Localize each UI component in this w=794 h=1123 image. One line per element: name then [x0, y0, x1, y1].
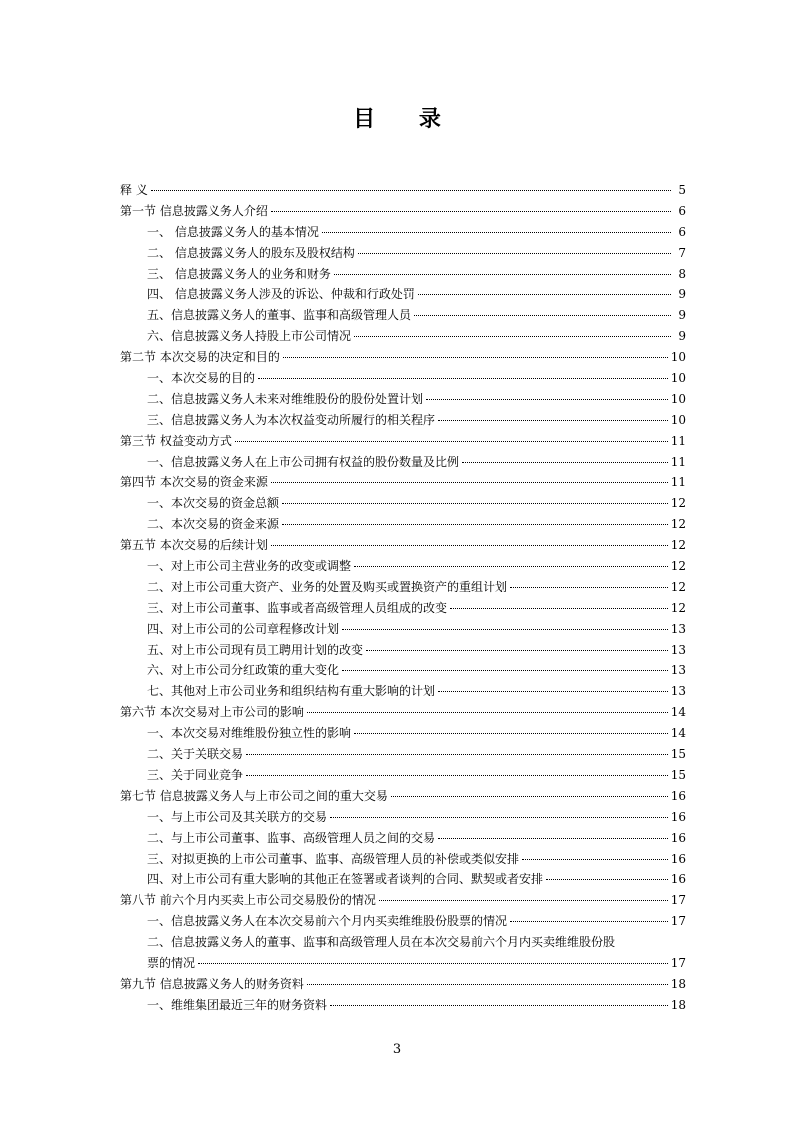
toc-subsection-entry[interactable]	[120, 619, 686, 640]
dot-leader	[414, 314, 671, 316]
toc-entry-page: 17	[670, 893, 686, 908]
toc-entry-label: 第五节 本次交易的后续计划	[120, 538, 268, 553]
toc-subsection-entry[interactable]	[120, 681, 686, 702]
toc-entry-page: 9	[678, 308, 686, 323]
toc-entry-page: 12	[670, 517, 686, 532]
dot-leader	[151, 189, 671, 191]
toc-subsection-entry[interactable]	[120, 493, 686, 514]
dot-leader	[307, 711, 668, 713]
toc-entry-page: 9	[678, 329, 686, 344]
dot-leader	[426, 398, 668, 400]
toc-entry-label: 二、对上市公司重大资产、业务的处置及购买或置换资产的重组计划	[147, 579, 508, 594]
toc-section-entry[interactable]	[120, 535, 686, 556]
toc-entry-label: 释 义	[120, 183, 148, 197]
toc-entry-label: 第九节 信息披露义务人的财务资料	[120, 976, 304, 991]
dot-leader	[354, 565, 668, 567]
toc-entry-page: 12	[670, 600, 686, 615]
toc-entry-label: 一、维维集团最近三年的财务资料	[147, 997, 328, 1012]
toc-section-entry[interactable]	[120, 347, 686, 368]
toc-entry-label: 一、本次交易的目的	[147, 371, 256, 386]
toc-entry-label: 二、信息披露义务人未来对维维股份的股份处置计划	[147, 391, 424, 406]
toc-entry-page: 11	[670, 433, 686, 448]
toc-entry-label: 三、对上市公司董事、监事或者高级管理人员组成的改变	[147, 600, 448, 615]
toc-entry-label: 一、本次交易的资金总额	[147, 496, 280, 511]
toc-entry-page: 13	[670, 621, 686, 636]
page-number: 3	[392, 1042, 402, 1057]
dot-leader	[510, 920, 668, 922]
toc-entry-label: 第二节 本次交易的决定和目的	[120, 350, 280, 365]
toc-entry-page: 10	[670, 371, 686, 386]
dot-leader	[438, 419, 668, 421]
toc-entry-label: 一、与上市公司及其关联方的交易	[147, 809, 328, 824]
toc-entry-page: 14	[670, 726, 686, 741]
toc-subsection-entry[interactable]	[120, 828, 686, 849]
dot-leader	[271, 481, 668, 483]
toc-entry-label: 第八节 前六个月内买卖上市公司交易股份的情况	[120, 893, 376, 908]
dot-leader	[418, 293, 671, 295]
toc-subsection-entry[interactable]	[120, 410, 686, 431]
toc-entry-page: 9	[678, 287, 686, 302]
toc-entry-page: 12	[670, 579, 686, 594]
dot-leader	[271, 544, 668, 546]
toc-subsection-entry[interactable]	[120, 243, 686, 264]
toc-section-entry[interactable]	[120, 974, 686, 995]
toc-entry-label: 五、信息披露义务人的董事、监事和高级管理人员	[147, 308, 412, 323]
dot-leader	[358, 252, 671, 254]
toc-subsection-entry[interactable]	[120, 953, 686, 974]
dot-leader	[246, 753, 668, 755]
toc-entry-page: 14	[670, 705, 686, 720]
toc-entry-label: 二、信息披露义务人的董事、监事和高级管理人员在本次交易前六个月内买卖维维股份股	[147, 935, 616, 950]
toc-entry-page: 12	[670, 559, 686, 574]
toc-entry-label: 三、信息披露义务人为本次权益变动所履行的相关程序	[147, 412, 436, 427]
toc-entry-label: 四、对上市公司有重大影响的其他正在签署或者谈判的合同、默契或者安排	[147, 872, 544, 887]
toc-subsection-entry[interactable]	[120, 849, 686, 870]
toc-entry-label: 一、本次交易对维维股份独立性的影响	[147, 726, 352, 741]
dot-leader	[522, 858, 668, 860]
toc-entry-label: 第四节 本次交易的资金来源	[120, 475, 268, 490]
toc-entry-label: 四、 信息披露义务人涉及的诉讼、仲裁和行政处罚	[147, 287, 415, 302]
toc-subsection-entry[interactable]	[120, 660, 686, 681]
dot-leader	[366, 649, 668, 651]
toc-entry-page: 16	[670, 851, 686, 866]
toc-entry-label: 一、信息披露义务人在本次交易前六个月内买卖维维股份股票的情况	[147, 914, 508, 929]
toc-entry-label: 七、其他对上市公司业务和组织结构有重大影响的计划	[147, 684, 436, 699]
dot-leader	[271, 210, 671, 212]
toc-subsection-entry[interactable]	[120, 744, 686, 765]
toc-entry-label: 五、对上市公司现有员工聘用计划的改变	[147, 642, 364, 657]
toc-entry-page: 18	[670, 997, 686, 1012]
dot-leader	[246, 774, 668, 776]
toc-subsection-entry[interactable]	[120, 389, 686, 410]
toc-subsection-entry[interactable]	[120, 556, 686, 577]
toc-entry-page: 7	[678, 245, 686, 260]
toc-section-entry[interactable]	[120, 702, 686, 723]
toc-entry-page: 17	[670, 955, 686, 970]
toc-subsection-entry[interactable]	[120, 598, 686, 619]
toc-entry-label: 三、关于同业竞争	[147, 767, 244, 782]
dot-leader	[462, 461, 668, 463]
toc-subsection-entry[interactable]	[120, 326, 686, 347]
toc-entry-label: 四、对上市公司的公司章程修改计划	[147, 621, 340, 636]
toc-entry-label: 第一节 信息披露义务人介绍	[120, 203, 268, 218]
dot-leader	[510, 586, 668, 588]
toc-entry-label: 一、 信息披露义务人的基本情况	[147, 224, 319, 239]
dot-leader	[282, 502, 668, 504]
toc-subsection-entry[interactable]	[120, 284, 686, 305]
dot-leader	[235, 440, 668, 442]
toc-section-entry[interactable]	[120, 472, 686, 493]
dot-leader	[330, 816, 668, 818]
dot-leader	[258, 377, 668, 379]
toc-subsection-entry[interactable]	[120, 995, 686, 1016]
toc-entry-label: 第七节 信息披露义务人与上市公司之间的重大交易	[120, 788, 388, 803]
toc-subsection-entry[interactable]	[120, 264, 686, 285]
dot-leader	[198, 962, 668, 964]
toc-section-entry[interactable]	[120, 201, 686, 222]
toc-subsection-entry[interactable]	[120, 765, 686, 786]
toc-entry-label: 三、对拟更换的上市公司董事、监事、高级管理人员的补偿或类似安排	[147, 851, 520, 866]
toc-entry-page: 16	[670, 809, 686, 824]
toc-entry-page: 5	[678, 183, 686, 197]
toc-subsection-entry[interactable]	[120, 368, 686, 389]
toc-subsection-entry[interactable]	[120, 577, 686, 598]
toc-subsection-entry[interactable]	[120, 640, 686, 661]
table-of-contents	[120, 180, 686, 1016]
toc-entry-label: 二、与上市公司董事、监事、高级管理人员之间的交易	[147, 830, 436, 845]
toc-entry-page: 16	[670, 788, 686, 803]
toc-entry-label: 第六节 本次交易对上市公司的影响	[120, 705, 304, 720]
dot-leader	[354, 335, 671, 337]
toc-entry-page: 17	[670, 914, 686, 929]
dot-leader	[438, 837, 668, 839]
toc-entry-page: 10	[670, 412, 686, 427]
dot-leader	[342, 669, 668, 671]
dot-leader	[379, 899, 668, 901]
toc-entry-page: 16	[670, 872, 686, 887]
toc-entry-label: 二、关于关联交易	[147, 747, 244, 762]
dot-leader	[391, 795, 668, 797]
toc-section-entry[interactable]	[120, 786, 686, 807]
toc-subsection-entry[interactable]	[120, 932, 686, 953]
toc-subsection-entry[interactable]	[120, 869, 686, 890]
toc-entry-label: 一、对上市公司主营业务的改变或调整	[147, 559, 352, 574]
toc-entry-label: 三、 信息披露义务人的业务和财务	[147, 266, 331, 281]
toc-entry-page: 13	[670, 663, 686, 678]
toc-subsection-entry[interactable]	[120, 514, 686, 535]
toc-entry-page: 15	[670, 747, 686, 762]
toc-entry-page: 13	[670, 684, 686, 699]
toc-entry-page: 11	[670, 475, 686, 490]
toc-entry-label: 六、对上市公司分红政策的重大变化	[147, 663, 340, 678]
toc-title: 目 录	[353, 106, 459, 132]
toc-entry-label: 二、 信息披露义务人的股东及股权结构	[147, 245, 355, 260]
toc-entry-page: 15	[670, 767, 686, 782]
toc-entry-page: 11	[670, 454, 686, 469]
toc-entry-page: 10	[670, 391, 686, 406]
toc-section-entry[interactable]	[120, 890, 686, 911]
toc-section-entry[interactable]	[120, 180, 686, 201]
dot-leader	[283, 356, 668, 358]
toc-section-entry[interactable]	[120, 431, 686, 452]
toc-entry-page: 8	[678, 266, 686, 281]
toc-subsection-entry[interactable]	[120, 807, 686, 828]
toc-entry-page: 12	[670, 538, 686, 553]
dot-leader	[307, 983, 668, 985]
toc-subsection-entry[interactable]	[120, 222, 686, 243]
toc-subsection-entry[interactable]	[120, 911, 686, 932]
dot-leader	[330, 1004, 668, 1006]
toc-entry-label: 一、信息披露义务人在上市公司拥有权益的股份数量及比例	[147, 454, 460, 469]
toc-entry-page: 16	[670, 830, 686, 845]
dot-leader	[450, 607, 668, 609]
dot-leader	[546, 878, 668, 880]
toc-entry-page: 13	[670, 642, 686, 657]
toc-entry-page: 6	[678, 224, 686, 239]
toc-entry-page: 12	[670, 496, 686, 511]
dot-leader	[322, 231, 671, 233]
dot-leader	[282, 523, 668, 525]
toc-entry-label: 六、信息披露义务人持股上市公司情况	[147, 329, 352, 344]
toc-entry-page: 6	[678, 203, 686, 218]
dot-leader	[342, 628, 668, 630]
dot-leader	[334, 273, 671, 275]
toc-subsection-entry[interactable]	[120, 723, 686, 744]
dot-leader	[354, 732, 668, 734]
toc-entry-label: 二、本次交易的资金来源	[147, 517, 280, 532]
toc-entry-label: 第三节 权益变动方式	[120, 433, 232, 448]
toc-subsection-entry[interactable]	[120, 305, 686, 326]
toc-subsection-entry[interactable]	[120, 452, 686, 473]
dot-leader	[438, 690, 668, 692]
toc-entry-page: 18	[670, 976, 686, 991]
toc-entry-label: 票的情况	[147, 955, 196, 970]
toc-entry-page: 10	[670, 350, 686, 365]
